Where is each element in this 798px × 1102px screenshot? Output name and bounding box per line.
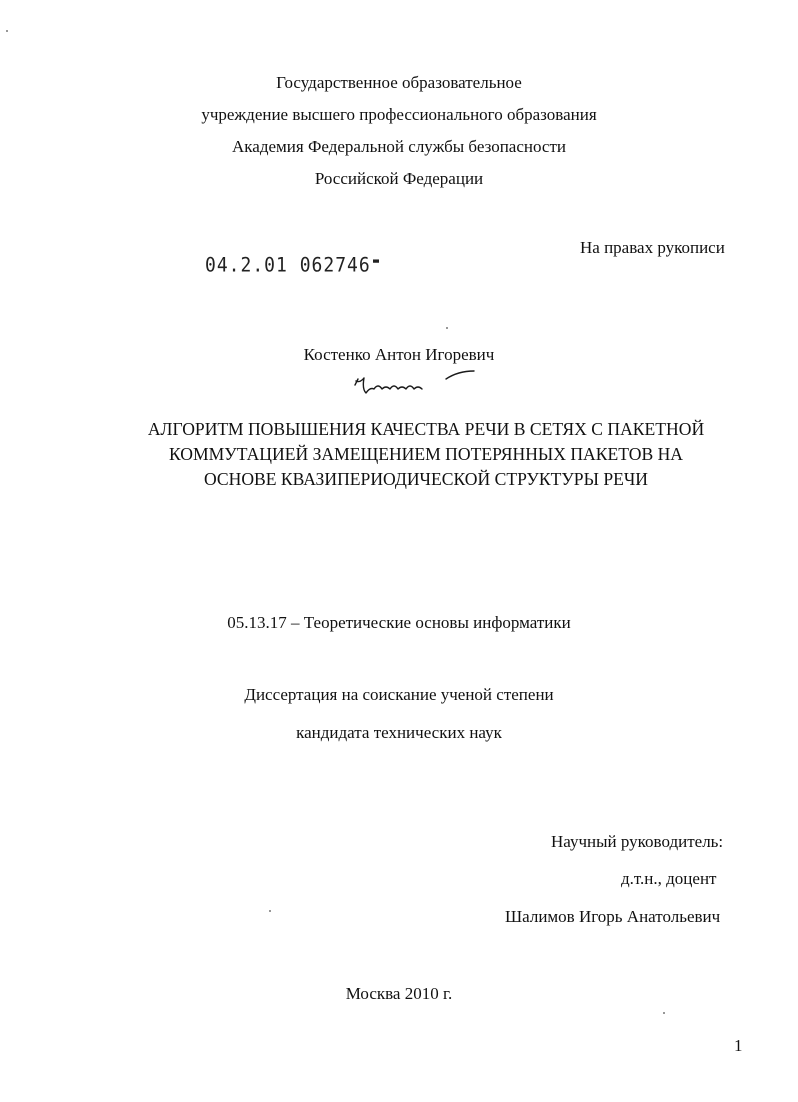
page-number: 1	[734, 1036, 743, 1055]
dissertation-title-line-1: АЛГОРИТМ ПОВЫШЕНИЯ КАЧЕСТВА РЕЧИ В СЕТЯХ С ПАКЕТНОЙ	[147, 419, 705, 439]
dissertation-title-line-3: ОСНОВЕ КВАЗИПЕРИОДИЧЕСКОЙ СТРУКТУРЫ РЕЧИ	[203, 469, 649, 489]
degree-line-1: Диссертация на соискание ученой степени	[244, 685, 554, 704]
stamp-mark	[373, 259, 379, 262]
registration-number: 04.2.01 062746	[205, 253, 371, 278]
scan-speck	[6, 30, 8, 32]
supervisor-rank: д.т.н., доцент	[621, 869, 717, 888]
manuscript-note: На правах рукописи	[580, 238, 725, 257]
scan-speck	[269, 910, 271, 912]
scan-speck	[446, 327, 448, 329]
supervisor-label: Научный руководитель:	[551, 832, 724, 851]
scan-speck	[663, 1012, 665, 1014]
place-and-year: Москва 2010 г.	[345, 984, 453, 1003]
author-signature	[350, 365, 480, 410]
author-name: Костенко Антон Игоревич	[303, 345, 495, 364]
registration-stamp	[205, 254, 379, 277]
institution-line-1: Государственное образовательное	[276, 73, 522, 92]
specialty: 05.13.17 – Теоретические основы информатики	[227, 613, 571, 632]
institution-line-3: Академия Федеральной службы безопасности	[232, 137, 566, 156]
signature-image	[350, 365, 480, 405]
supervisor-name: Шалимов Игорь Анатольевич	[505, 907, 721, 926]
degree-line-2: кандидата технических наук	[296, 723, 502, 742]
institution-line-4: Российской Федерации	[314, 169, 484, 188]
institution-line-2: учреждение высшего профессионального образования	[201, 105, 597, 124]
dissertation-title-line-2: КОММУТАЦИЕЙ ЗАМЕЩЕНИЕМ ПОТЕРЯННЫХ ПАКЕТОВ НА	[168, 444, 684, 464]
